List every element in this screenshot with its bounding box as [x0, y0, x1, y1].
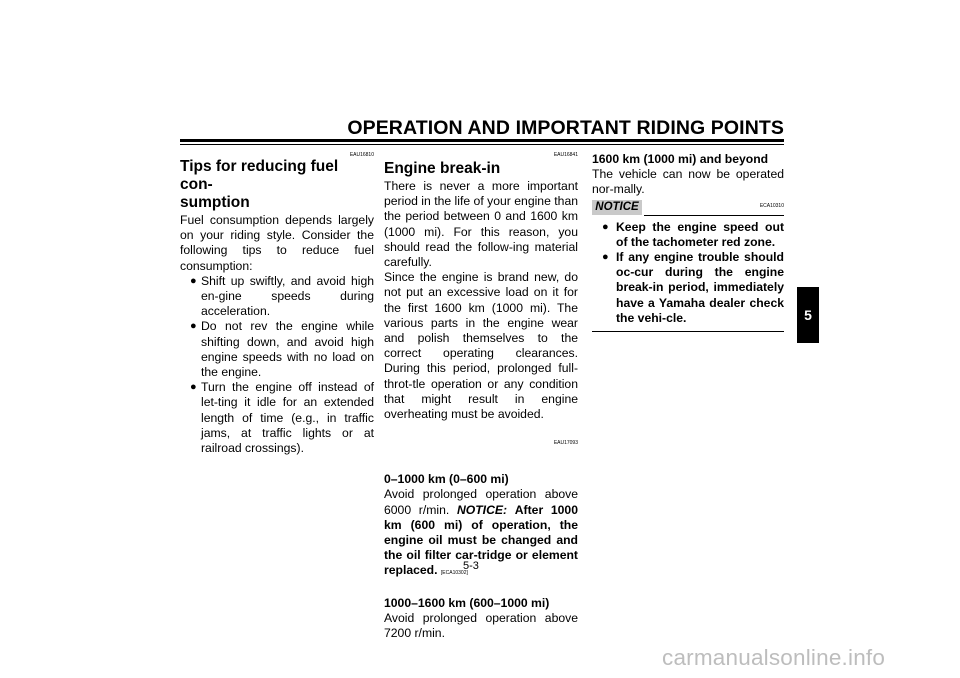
title-line-1: Tips for reducing fuel con- [180, 158, 339, 193]
break-in-para-1: There is never a more important period in the life of your engine than the period between 0 and 1600 km (1000 mi). For this reason, you should read the follow-ing material carefully. [384, 179, 578, 270]
notice-header [592, 200, 784, 217]
column-beyond [592, 152, 784, 332]
page-number: 5-3 [463, 560, 479, 572]
notice-ref-code: [ECA10302] [440, 570, 468, 577]
subheading-0-1000: 0–1000 km (0–600 mi) [384, 472, 509, 487]
bullet-icon: ● [190, 320, 197, 333]
bullet-icon: ● [602, 251, 609, 264]
section-code-2: EAU17093 [553, 440, 578, 447]
subheading-beyond: 1600 km (1000 mi) and beyond [592, 152, 769, 166]
bullet-icon: ● [190, 381, 197, 394]
notice-rule [644, 215, 784, 216]
break-in-para-2: Since the engine is brand new, do not put an excessive load on it for the first 1600 km (1000 mi). The various parts in the engine wear and polish themselves to the correct operating clearances. During this period, prolonged full-throt-tle operation or any condition that might result in engine overheating must be avoided. [384, 270, 578, 422]
notice-list [592, 220, 784, 326]
section-code: EAU16841 [553, 152, 578, 158]
section-title-break-in: Engine break-in [384, 160, 501, 177]
list-item-text: Keep the engine speed out of the tachometer red zone. [616, 219, 784, 249]
break-in-stage-2: Avoid prolonged operation above 7200 r/min. [384, 610, 578, 641]
notice-end-rule [592, 331, 784, 332]
break-in-stage-1 [384, 487, 578, 581]
header-rule-thin [180, 144, 784, 145]
stage-1-text: Avoid prolonged operation above 6000 r/min. [384, 487, 578, 517]
title-line-2: sumption [180, 194, 250, 211]
subheading-1000-1600: 1000–1600 km (600–1000 mi) [384, 595, 550, 610]
header-rule-thick [180, 139, 784, 142]
notice-inline-label: NOTICE: [456, 502, 508, 517]
bullet-icon: ● [602, 220, 609, 233]
page-header-title: OPERATION AND IMPORTANT RIDING POINTS [347, 117, 784, 139]
list-item-text: Shift up swiftly, and avoid high en-gine speeds during acceleration. [201, 273, 374, 319]
list-item [190, 380, 374, 456]
column-fuel-tips [180, 152, 374, 456]
list-item [190, 319, 374, 380]
notice-inline-text: After 1000 km (600 mi) of operation, the engine oil must be changed and the oil filter car-tridge or element replaced. [384, 502, 578, 578]
chapter-tab: 5 [797, 287, 819, 343]
list-item [602, 220, 784, 250]
list-item [190, 274, 374, 320]
watermark: carmanualsonline.info [662, 645, 886, 670]
bullet-icon: ● [190, 274, 197, 287]
list-item-text: If any engine trouble should oc-cur during the engine break-in period, immediately have a Yamaha dealer check the vehi-cle. [616, 250, 784, 325]
notice-code: ECA10310 [759, 202, 784, 209]
section-code: EAU16810 [349, 152, 374, 158]
beyond-text: The vehicle can now be operated nor-mally. [592, 167, 784, 197]
section-title-fuel [180, 158, 374, 212]
list-item [602, 250, 784, 326]
notice-badge: NOTICE [592, 200, 642, 215]
fuel-tips-list [180, 274, 374, 456]
list-item-text: Do not rev the engine while shifting down, and avoid high engine speeds with no load on the engine. [201, 319, 374, 380]
column-break-in [384, 152, 578, 641]
fuel-intro: Fuel consumption depends largely on your riding style. Consider the following tips to reduce fuel consumption: [180, 213, 374, 273]
list-item-text: Turn the engine off instead of let-ting it idle for an extended length of time (e.g., in traffic jams, at traffic lights or at railroad crossings). [201, 380, 374, 456]
